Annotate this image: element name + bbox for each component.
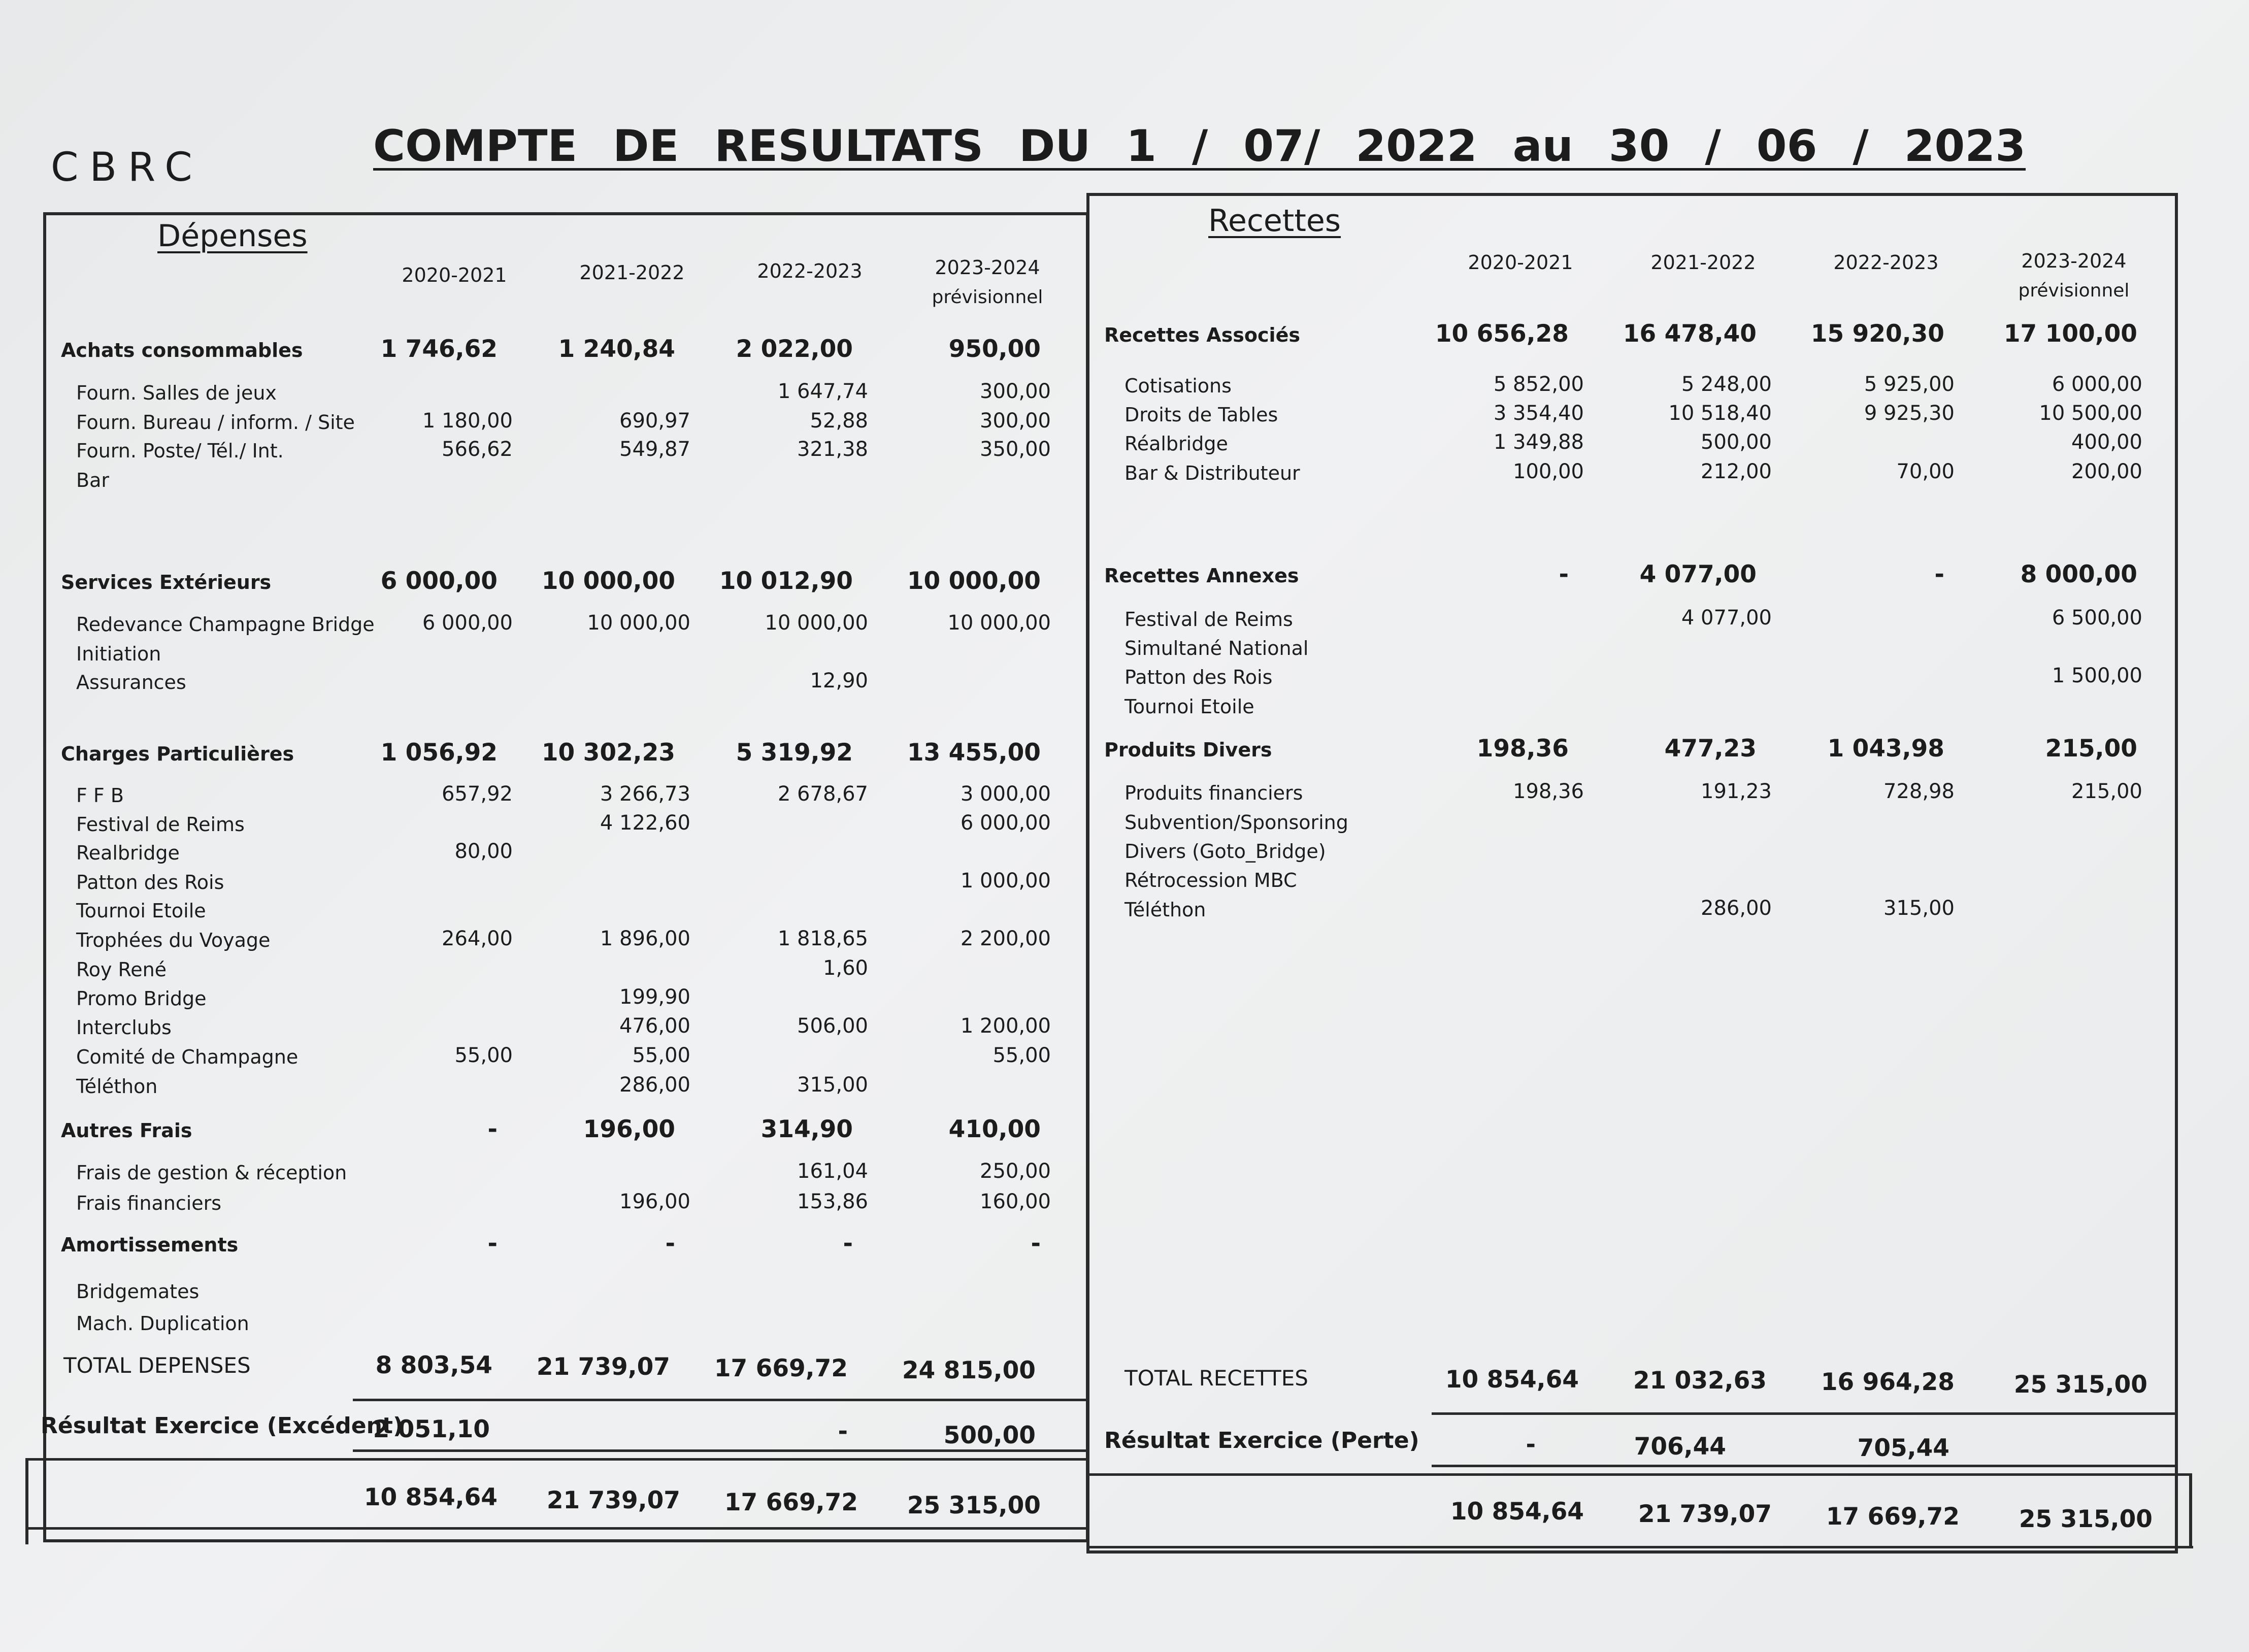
total-depenses-value: 24 815,00 [902, 1357, 1036, 1384]
depenses-category-total: 2 022,00 [736, 335, 853, 363]
recettes-category-total: 198,36 [1476, 735, 1569, 763]
depenses-item-label: Fourn. Poste/ Tél./ Int. [76, 440, 284, 462]
total-depenses-label: TOTAL DEPENSES [63, 1353, 251, 1378]
depenses-item-value: 160,00 [980, 1190, 1051, 1213]
recettes-item-value: 100,00 [1513, 460, 1584, 483]
depenses-item-value: 657,92 [442, 782, 513, 806]
depenses-item-value: 1 000,00 [960, 869, 1051, 893]
depenses-item-label: Interclubs [76, 1016, 172, 1039]
depenses-item-label: Frais de gestion & réception [76, 1162, 347, 1184]
organization-name: CBRC [51, 145, 204, 190]
recettes-item-value: 5 925,00 [1864, 373, 1955, 396]
depenses-item-value: 153,86 [797, 1190, 868, 1213]
result-rule [353, 1449, 1086, 1452]
depenses-item-label: Roy René [76, 959, 167, 981]
recettes-year-header: 2021-2022 [1650, 251, 1756, 274]
recettes-item-label: Tournoi Etoile [1124, 696, 1254, 718]
result-excedent-value: 500,00 [943, 1422, 1036, 1449]
depenses-item-label: Festival de Reims [76, 813, 245, 836]
recettes-item-value: 200,00 [2071, 460, 2142, 483]
depenses-item-value: 4 122,60 [600, 811, 690, 835]
grand-total-recettes: 10 854,64 [1450, 1498, 1584, 1526]
total-recettes-value: 21 032,63 [1633, 1367, 1767, 1395]
depenses-year-header: 2022-2023 [757, 260, 863, 282]
depenses-item-value: 12,90 [810, 669, 868, 692]
left-bottom-border [25, 1458, 28, 1544]
depenses-item-label: Redevance Champagne Bridge [76, 613, 375, 636]
grand-total-recettes: 25 315,00 [2019, 1505, 2153, 1533]
recettes-item-label: Divers (Goto_Bridge) [1124, 840, 1326, 863]
depenses-category-total: 1 746,62 [380, 335, 498, 363]
recettes-item-value: 500,00 [1701, 431, 1772, 454]
bottom-border [1086, 1546, 2193, 1548]
depenses-item-label: Frais financiers [76, 1192, 222, 1214]
depenses-category-label: Charges Particulières [61, 743, 294, 765]
depenses-category-total: 410,00 [948, 1115, 1041, 1143]
depenses-category-total: - [1031, 1230, 1041, 1258]
depenses-item-label: F F B [76, 784, 124, 807]
result-rule [28, 1458, 1089, 1461]
recettes-item-value: 10 518,40 [1668, 402, 1772, 425]
recettes-category-total: - [1559, 560, 1569, 588]
result-excedent-label: Résultat Exercice (Excédent) [41, 1413, 404, 1439]
grand-total-recettes: 21 739,07 [1638, 1500, 1772, 1528]
recettes-item-label: Subvention/Sponsoring [1124, 811, 1348, 834]
depenses-item-label: Promo Bridge [76, 987, 207, 1010]
depenses-item-value: 196,00 [619, 1190, 690, 1213]
depenses-item-label: Initiation [76, 643, 161, 665]
depenses-year-header: 2020-2021 [402, 264, 507, 286]
recettes-item-value: 728,98 [1883, 780, 1955, 803]
total-recettes-value: 25 315,00 [2013, 1371, 2147, 1399]
depenses-category-total: 10 012,90 [719, 567, 853, 595]
recettes-item-value: 1 349,88 [1493, 431, 1584, 454]
recettes-title: Recettes [1208, 203, 1341, 239]
depenses-category-label: Achats consommables [61, 339, 303, 361]
recettes-category-total: 477,23 [1664, 735, 1757, 763]
recettes-item-value: 400,00 [2071, 431, 2142, 454]
depenses-item-value: 161,04 [797, 1160, 868, 1183]
depenses-item-value: 52,88 [810, 409, 868, 433]
recettes-item-label: Téléthon [1124, 899, 1206, 921]
depenses-item-label: Mach. Duplication [76, 1312, 249, 1335]
recettes-item-value: 6 000,00 [2052, 373, 2142, 396]
total-recettes-value: 10 854,64 [1445, 1366, 1579, 1394]
depenses-item-label: Téléthon [76, 1075, 158, 1098]
depenses-item-value: 55,00 [993, 1044, 1051, 1067]
depenses-item-value: 2 200,00 [960, 927, 1051, 950]
depenses-title: Dépenses [157, 218, 308, 254]
depenses-item-value: 55,00 [454, 1044, 513, 1067]
depenses-item-value: 10 000,00 [587, 611, 690, 635]
depenses-item-value: 506,00 [797, 1014, 868, 1038]
recettes-item-value: 5 852,00 [1493, 373, 1584, 396]
recettes-item-value: 191,23 [1701, 780, 1772, 803]
total-recettes-label: TOTAL RECETTES [1124, 1366, 1308, 1391]
grand-total-recettes: 17 669,72 [1826, 1503, 1960, 1531]
depenses-item-value: 1,60 [822, 956, 868, 980]
result-rule [1086, 1473, 2191, 1476]
grand-total-depenses: 21 739,07 [546, 1486, 680, 1514]
depenses-item-value: 2 678,67 [777, 782, 868, 806]
depenses-year-header: 2023-2024 [935, 256, 1040, 279]
recettes-year-header: 2020-2021 [1468, 251, 1573, 274]
depenses-item-value: 350,00 [980, 438, 1051, 461]
depenses-forecast-label: prévisionnel [932, 287, 1043, 308]
recettes-item-value: 5 248,00 [1681, 373, 1772, 396]
total-depenses-value: 8 803,54 [375, 1351, 492, 1379]
depenses-item-value: 3 000,00 [960, 782, 1051, 806]
depenses-item-value: 250,00 [980, 1160, 1051, 1183]
recettes-item-value: 3 354,40 [1493, 402, 1584, 425]
depenses-category-total: 950,00 [948, 335, 1041, 363]
depenses-category-total: - [665, 1230, 675, 1258]
recettes-item-label: Droits de Tables [1124, 404, 1278, 426]
recettes-category-total: 4 077,00 [1639, 560, 1757, 588]
recettes-item-value: 315,00 [1883, 897, 1955, 920]
depenses-category-total: 5 319,92 [736, 739, 853, 767]
depenses-category-total: 10 000,00 [907, 567, 1041, 595]
depenses-category-total: 10 302,23 [541, 739, 675, 767]
recettes-category-total: 215,00 [2045, 735, 2137, 763]
recettes-item-value: 215,00 [2071, 780, 2142, 803]
recettes-year-header: 2022-2023 [1833, 251, 1939, 274]
depenses-item-value: 1 647,74 [777, 380, 868, 403]
depenses-item-value: 6 000,00 [422, 611, 513, 635]
depenses-category-total: 13 455,00 [907, 739, 1041, 767]
recettes-category-total: 16 478,40 [1623, 320, 1757, 348]
recettes-category-total: 10 656,28 [1435, 320, 1569, 348]
depenses-category-total: - [843, 1230, 853, 1258]
right-bottom-border [2189, 1473, 2192, 1548]
depenses-category-total: 1 240,84 [558, 335, 675, 363]
depenses-item-label: Patton des Rois [76, 871, 224, 894]
depenses-item-value: 549,87 [619, 438, 690, 461]
depenses-category-total: 196,00 [583, 1115, 675, 1143]
depenses-item-value: 1 180,00 [422, 409, 513, 433]
depenses-item-value: 315,00 [797, 1073, 868, 1097]
recettes-item-label: Cotisations [1124, 375, 1232, 397]
depenses-item-value: 199,90 [619, 985, 690, 1009]
recettes-item-value: 1 500,00 [2052, 664, 2142, 687]
result-perte-value: 706,44 [1634, 1433, 1726, 1461]
result-rule [1432, 1465, 2178, 1467]
depenses-category-total: 1 056,92 [380, 739, 498, 767]
result-perte-label: Résultat Exercice (Perte) [1104, 1428, 1419, 1453]
document-title: COMPTE DE RESULTATS DU 1 / 07/ 2022 au 30 / 06 / 2023 [373, 121, 2026, 172]
depenses-item-value: 80,00 [454, 840, 513, 863]
recettes-item-value: 10 500,00 [2039, 402, 2142, 425]
recettes-item-value: 9 925,30 [1864, 402, 1955, 425]
depenses-item-label: Trophées du Voyage [76, 929, 271, 951]
recettes-item-value: 198,36 [1513, 780, 1584, 803]
recettes-category-total: 8 000,00 [2020, 560, 2137, 588]
depenses-item-value: 3 266,73 [600, 782, 690, 806]
recettes-forecast-label: prévisionnel [2018, 280, 2130, 301]
depenses-item-value: 1 818,65 [777, 927, 868, 950]
depenses-item-value: 1 200,00 [960, 1014, 1051, 1038]
depenses-item-label: Tournoi Etoile [76, 900, 206, 922]
depenses-item-value: 476,00 [619, 1014, 690, 1038]
depenses-item-label: Assurances [76, 671, 186, 693]
recettes-category-total: - [1934, 560, 1944, 588]
grand-total-depenses: 10 854,64 [363, 1483, 498, 1511]
depenses-item-value: 286,00 [619, 1073, 690, 1097]
depenses-category-total: 314,90 [760, 1115, 853, 1143]
depenses-item-value: 1 896,00 [600, 927, 690, 950]
recettes-item-label: Festival de Reims [1124, 608, 1293, 631]
result-excedent-value: - [838, 1417, 848, 1445]
total-depenses-value: 17 669,72 [714, 1354, 848, 1382]
grand-total-depenses: 25 315,00 [907, 1492, 1041, 1519]
recettes-category-label: Produits Divers [1104, 739, 1272, 761]
depenses-item-value: 10 000,00 [765, 611, 868, 635]
depenses-item-value: 300,00 [980, 409, 1051, 433]
depenses-item-value: 6 000,00 [960, 811, 1051, 835]
depenses-category-label: Autres Frais [61, 1119, 192, 1142]
depenses-category-total: - [487, 1115, 498, 1143]
depenses-item-label: Bridgemates [76, 1280, 200, 1303]
depenses-item-value: 690,97 [619, 409, 690, 433]
recettes-item-label: Patton des Rois [1124, 666, 1273, 688]
total-rule [1432, 1412, 2178, 1415]
recettes-item-label: Produits financiers [1124, 782, 1303, 804]
depenses-year-header: 2021-2022 [579, 261, 685, 284]
depenses-item-value: 55,00 [632, 1044, 690, 1067]
depenses-item-value: 10 000,00 [947, 611, 1051, 635]
total-depenses-value: 21 739,07 [536, 1353, 670, 1381]
recettes-category-total: 17 100,00 [2003, 320, 2137, 348]
depenses-item-label: Comité de Champagne [76, 1046, 299, 1068]
depenses-item-label: Realbridge [76, 842, 180, 864]
recettes-category-label: Recettes Annexes [1104, 565, 1299, 587]
recettes-category-total: 15 920,30 [1810, 320, 1944, 348]
depenses-item-label: Fourn. Salles de jeux [76, 382, 277, 404]
depenses-item-value: 264,00 [442, 927, 513, 950]
recettes-year-header: 2023-2024 [2021, 250, 2127, 272]
recettes-item-value: 212,00 [1701, 460, 1772, 483]
depenses-item-value: 321,38 [797, 438, 868, 461]
total-recettes-value: 16 964,28 [1821, 1368, 1955, 1396]
depenses-item-value: 566,62 [442, 438, 513, 461]
recettes-item-label: Bar & Distributeur [1124, 462, 1300, 484]
recettes-category-total: 1 043,98 [1827, 735, 1944, 763]
result-excedent-value: 2 051,10 [373, 1415, 490, 1443]
recettes-item-label: Simultané National [1124, 637, 1309, 659]
recettes-item-value: 286,00 [1701, 897, 1772, 920]
depenses-item-label: Fourn. Bureau / inform. / Site [76, 411, 355, 434]
depenses-category-total: 10 000,00 [541, 567, 675, 595]
depenses-category-label: Services Extérieurs [61, 571, 272, 593]
grand-total-depenses: 17 669,72 [724, 1489, 858, 1516]
depenses-item-value: 300,00 [980, 380, 1051, 403]
total-rule [353, 1399, 1086, 1401]
depenses-category-label: Amortissements [61, 1234, 239, 1256]
result-perte-value: 705,44 [1857, 1434, 1949, 1462]
recettes-item-value: 70,00 [1896, 460, 1955, 483]
depenses-category-total: - [487, 1230, 498, 1258]
bottom-border [25, 1527, 1086, 1530]
recettes-category-label: Recettes Associés [1104, 324, 1300, 346]
recettes-item-value: 6 500,00 [2052, 606, 2142, 630]
recettes-item-label: Réalbridge [1124, 433, 1228, 455]
recettes-item-value: 4 077,00 [1681, 606, 1772, 630]
depenses-category-total: 6 000,00 [380, 567, 498, 595]
recettes-item-label: Rétrocession MBC [1124, 869, 1297, 891]
result-perte-value: - [1526, 1431, 1536, 1459]
depenses-item-label: Bar [76, 469, 109, 491]
